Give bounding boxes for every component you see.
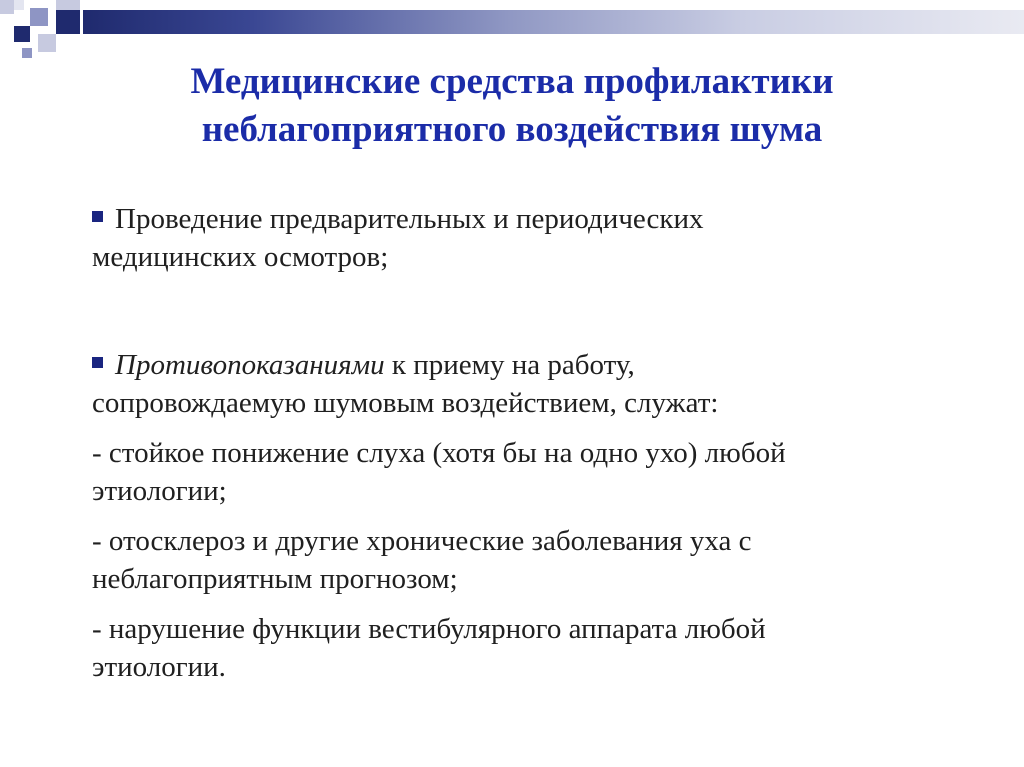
item3-line2: этиологии. (92, 651, 226, 683)
bullet2-line2: сопровождаемую шумовым воздействием, служат: (92, 387, 719, 419)
bullet-paragraph-contraindications (92, 346, 972, 422)
title-line-1: Медицинские средства профилактики (190, 61, 834, 102)
bullet1-line1: Проведение предварительных и периодических (115, 203, 704, 235)
item3-line1: - нарушение функции вестибулярного аппарата любой (92, 613, 766, 645)
square-bullet-icon (92, 211, 103, 222)
bullet2-italic-lead: Противопоказаниями (115, 349, 385, 381)
header-gradient-bar (83, 10, 1024, 34)
bullet2-line1-rest: к приему на работу, (384, 349, 635, 381)
list-item-hearing-loss (92, 434, 972, 510)
title-line-2: неблагоприятного воздействия шума (201, 109, 823, 150)
list-item-vestibular (92, 610, 972, 686)
square-bullet-icon (92, 357, 103, 368)
bullet1-line2: медицинских осмотров; (92, 241, 389, 273)
item2-line2: неблагоприятным прогнозом; (92, 563, 458, 595)
list-item-otosclerosis (92, 522, 972, 598)
item2-line1: - отосклероз и другие хронические заболевания уха с (92, 525, 752, 557)
item1-line1: - стойкое понижение слуха (хотя бы на одно ухо) любой (92, 437, 786, 469)
bullet-paragraph-exams (92, 200, 972, 276)
item1-line2: этиологии; (92, 475, 227, 507)
slide-title (60, 58, 964, 154)
